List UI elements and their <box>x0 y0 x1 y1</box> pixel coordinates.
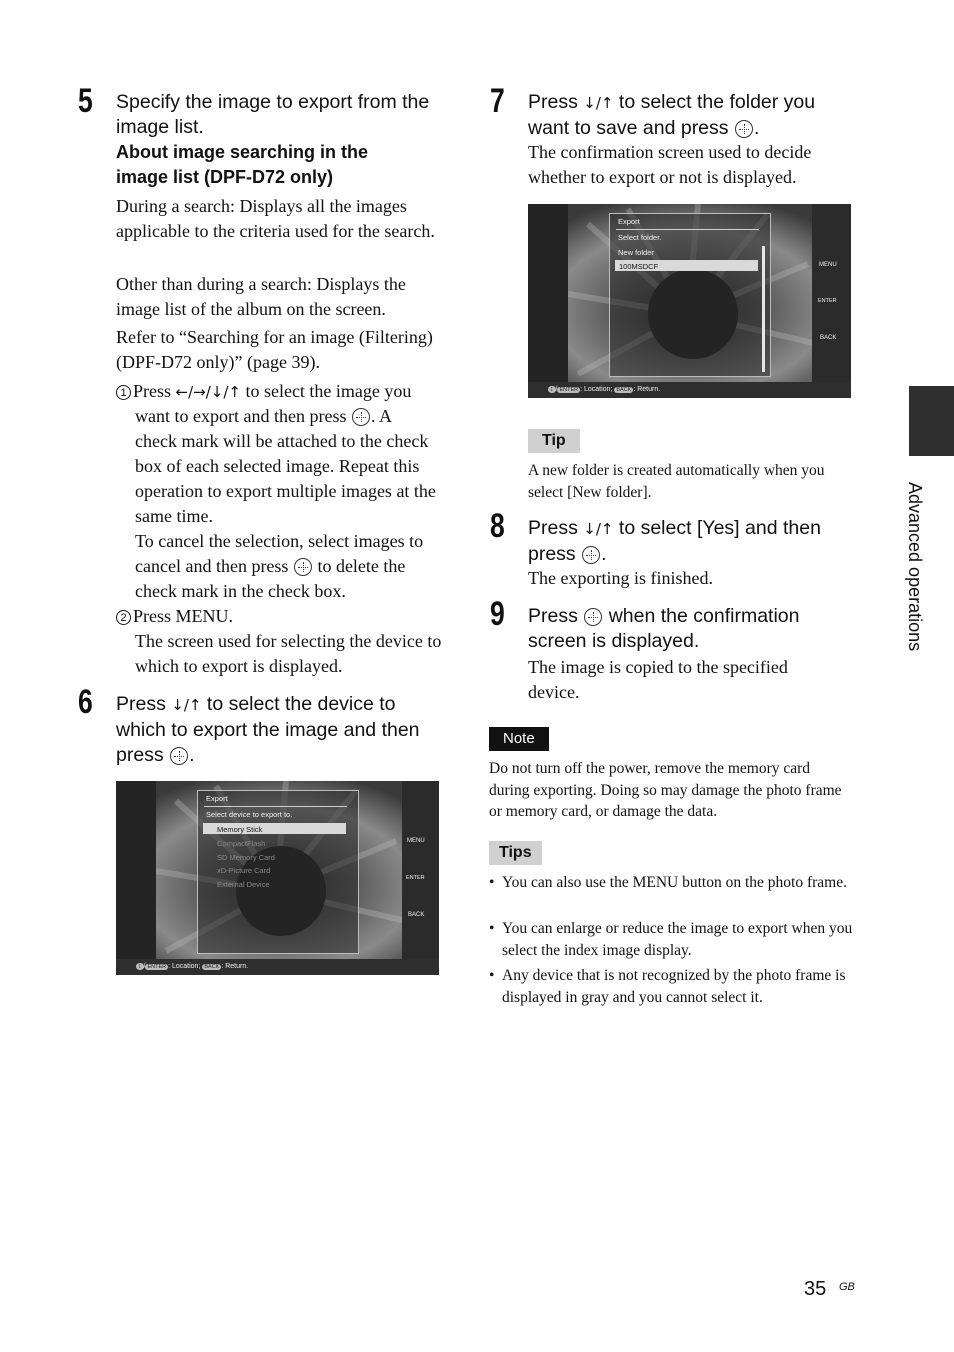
menu-item-sd-card[interactable]: SD Memory Card <box>217 853 275 862</box>
menu-subtitle: Select folder. <box>618 233 662 242</box>
step-7-number: 7 <box>490 82 505 120</box>
step-8-body: The exporting is finished. <box>528 568 713 588</box>
menu-item-100msdcf[interactable]: 100MSDCF <box>619 262 659 271</box>
step-5-item-2-detail: The screen used for selecting the device to which to export is displayed. <box>135 631 442 676</box>
side-menu-label: MENU <box>819 262 837 268</box>
menu-title: Export <box>206 794 228 803</box>
step-5-item-1-rest: check mark will be attached to the check box of each selected image. Repeat this operation to export multiple images at the same time. <box>135 431 436 526</box>
enter-button-icon <box>294 558 312 576</box>
side-enter-label: ENTER <box>406 875 425 881</box>
page-suffix: GB <box>839 1281 855 1293</box>
step-8-number: 8 <box>490 507 505 545</box>
tip-label: Tip <box>528 429 580 453</box>
step-5-item-1-line-1: 1 Press ←/→/↓/↑ to select the image you <box>116 379 456 405</box>
menu-item-xd-card[interactable]: xD-Picture Card <box>217 866 271 875</box>
up-down-arrows-icon: ↓/↑ <box>171 696 202 714</box>
side-back-label: BACK <box>408 912 425 918</box>
step-5-heading: Specify the image to export from the image list. <box>116 91 430 138</box>
section-side-tab <box>909 386 954 456</box>
step-7-heading: Press ↓/↑ to select the folder you want to save and press . <box>528 91 816 139</box>
step-8-heading: Press ↓/↑ to select [Yes] and then press . <box>528 517 821 565</box>
side-enter-label: ENTER <box>818 298 837 304</box>
section-side-label: Advanced operations <box>905 482 925 652</box>
status-bar: ↕ ENTER : Location; BACK : Return. <box>550 386 661 393</box>
note-text: Do not turn off the power, remove the memory card during exporting. Doing so may damage the photo frame or memory card, or damage the data. <box>489 760 842 820</box>
page-number: 35 <box>804 1278 827 1300</box>
enter-button-icon <box>582 546 600 564</box>
menu-item-compactflash[interactable]: CompactFlash <box>217 839 266 848</box>
up-down-arrows-icon: ↓/↑ <box>583 94 614 112</box>
menu-item-new-folder[interactable]: New folder <box>618 248 654 257</box>
step-9-number: 9 <box>490 595 505 633</box>
menu-title: Export <box>618 217 640 226</box>
step-6-number: 6 <box>78 683 93 721</box>
enter-button-icon <box>170 747 188 765</box>
step-5-para-1: During a search: Displays all the images applicable to the criteria used for the search. <box>116 196 435 241</box>
side-menu-label: MENU <box>407 838 425 844</box>
circled-number-2: 2 <box>116 610 131 625</box>
menu-item-external-device[interactable]: External Device <box>217 880 270 889</box>
step-5-para-3: Refer to “Searching for an image (Filtering) (DPF-D72 only)” (page 39). <box>116 327 433 372</box>
export-device-screen <box>116 781 439 975</box>
tips-label: Tips <box>489 841 542 865</box>
up-down-arrows-icon: ↓/↑ <box>583 520 614 538</box>
step-6-heading: Press ↓/↑ to select the device to which to export the image and then press . <box>116 693 420 766</box>
tips-bullet-2: • You can enlarge or reduce the image to export when you select the index image display. <box>489 920 853 959</box>
export-folder-screen <box>528 204 851 398</box>
tips-bullet-3: • Any device that is not recognized by the photo frame is displayed in gray and you cannot select it. <box>489 967 846 1006</box>
step-7-body: The confirmation screen used to decide whether to export or not is displayed. <box>528 142 812 187</box>
note-label: Note <box>489 727 549 751</box>
enter-button-icon <box>584 608 602 626</box>
step-9-body: The image is copied to the specified device. <box>528 657 788 702</box>
circled-number-1: 1 <box>116 385 131 400</box>
step-5-item-1-cancel: To cancel the selection, select images to cancel and then press to delete the check mark in the check box. <box>135 531 424 601</box>
step-5-para-2: Other than during a search: Displays the image list of the album on the screen. <box>116 274 406 319</box>
side-back-label: BACK <box>820 335 837 341</box>
step-5-item-2: 2 Press MENU. <box>116 604 456 629</box>
four-way-arrows-icon: ←/→/↓/↑ <box>175 383 241 401</box>
step-9-heading: Press when the confirmation screen is displayed. <box>528 605 800 652</box>
tips-bullet-1: • You can also use the MENU button on the photo frame. <box>489 874 847 891</box>
scrollbar[interactable] <box>762 246 765 372</box>
tip-text: A new folder is created automatically when you select [New folder]. <box>528 462 825 501</box>
step-5-number: 5 <box>78 82 93 120</box>
menu-subtitle: Select device to export to. <box>206 810 293 819</box>
status-bar: ↕ ENTER : Location; BACK : Return. <box>138 963 249 970</box>
step-5-subheading: About image searching in the image list (DPF-D72 only) <box>116 142 369 187</box>
menu-item-memory-stick[interactable]: Memory Stick <box>217 825 263 834</box>
enter-button-icon <box>735 120 753 138</box>
step-5-item-1-line-2: want to export and then press . A <box>135 406 392 426</box>
enter-button-icon <box>352 408 370 426</box>
